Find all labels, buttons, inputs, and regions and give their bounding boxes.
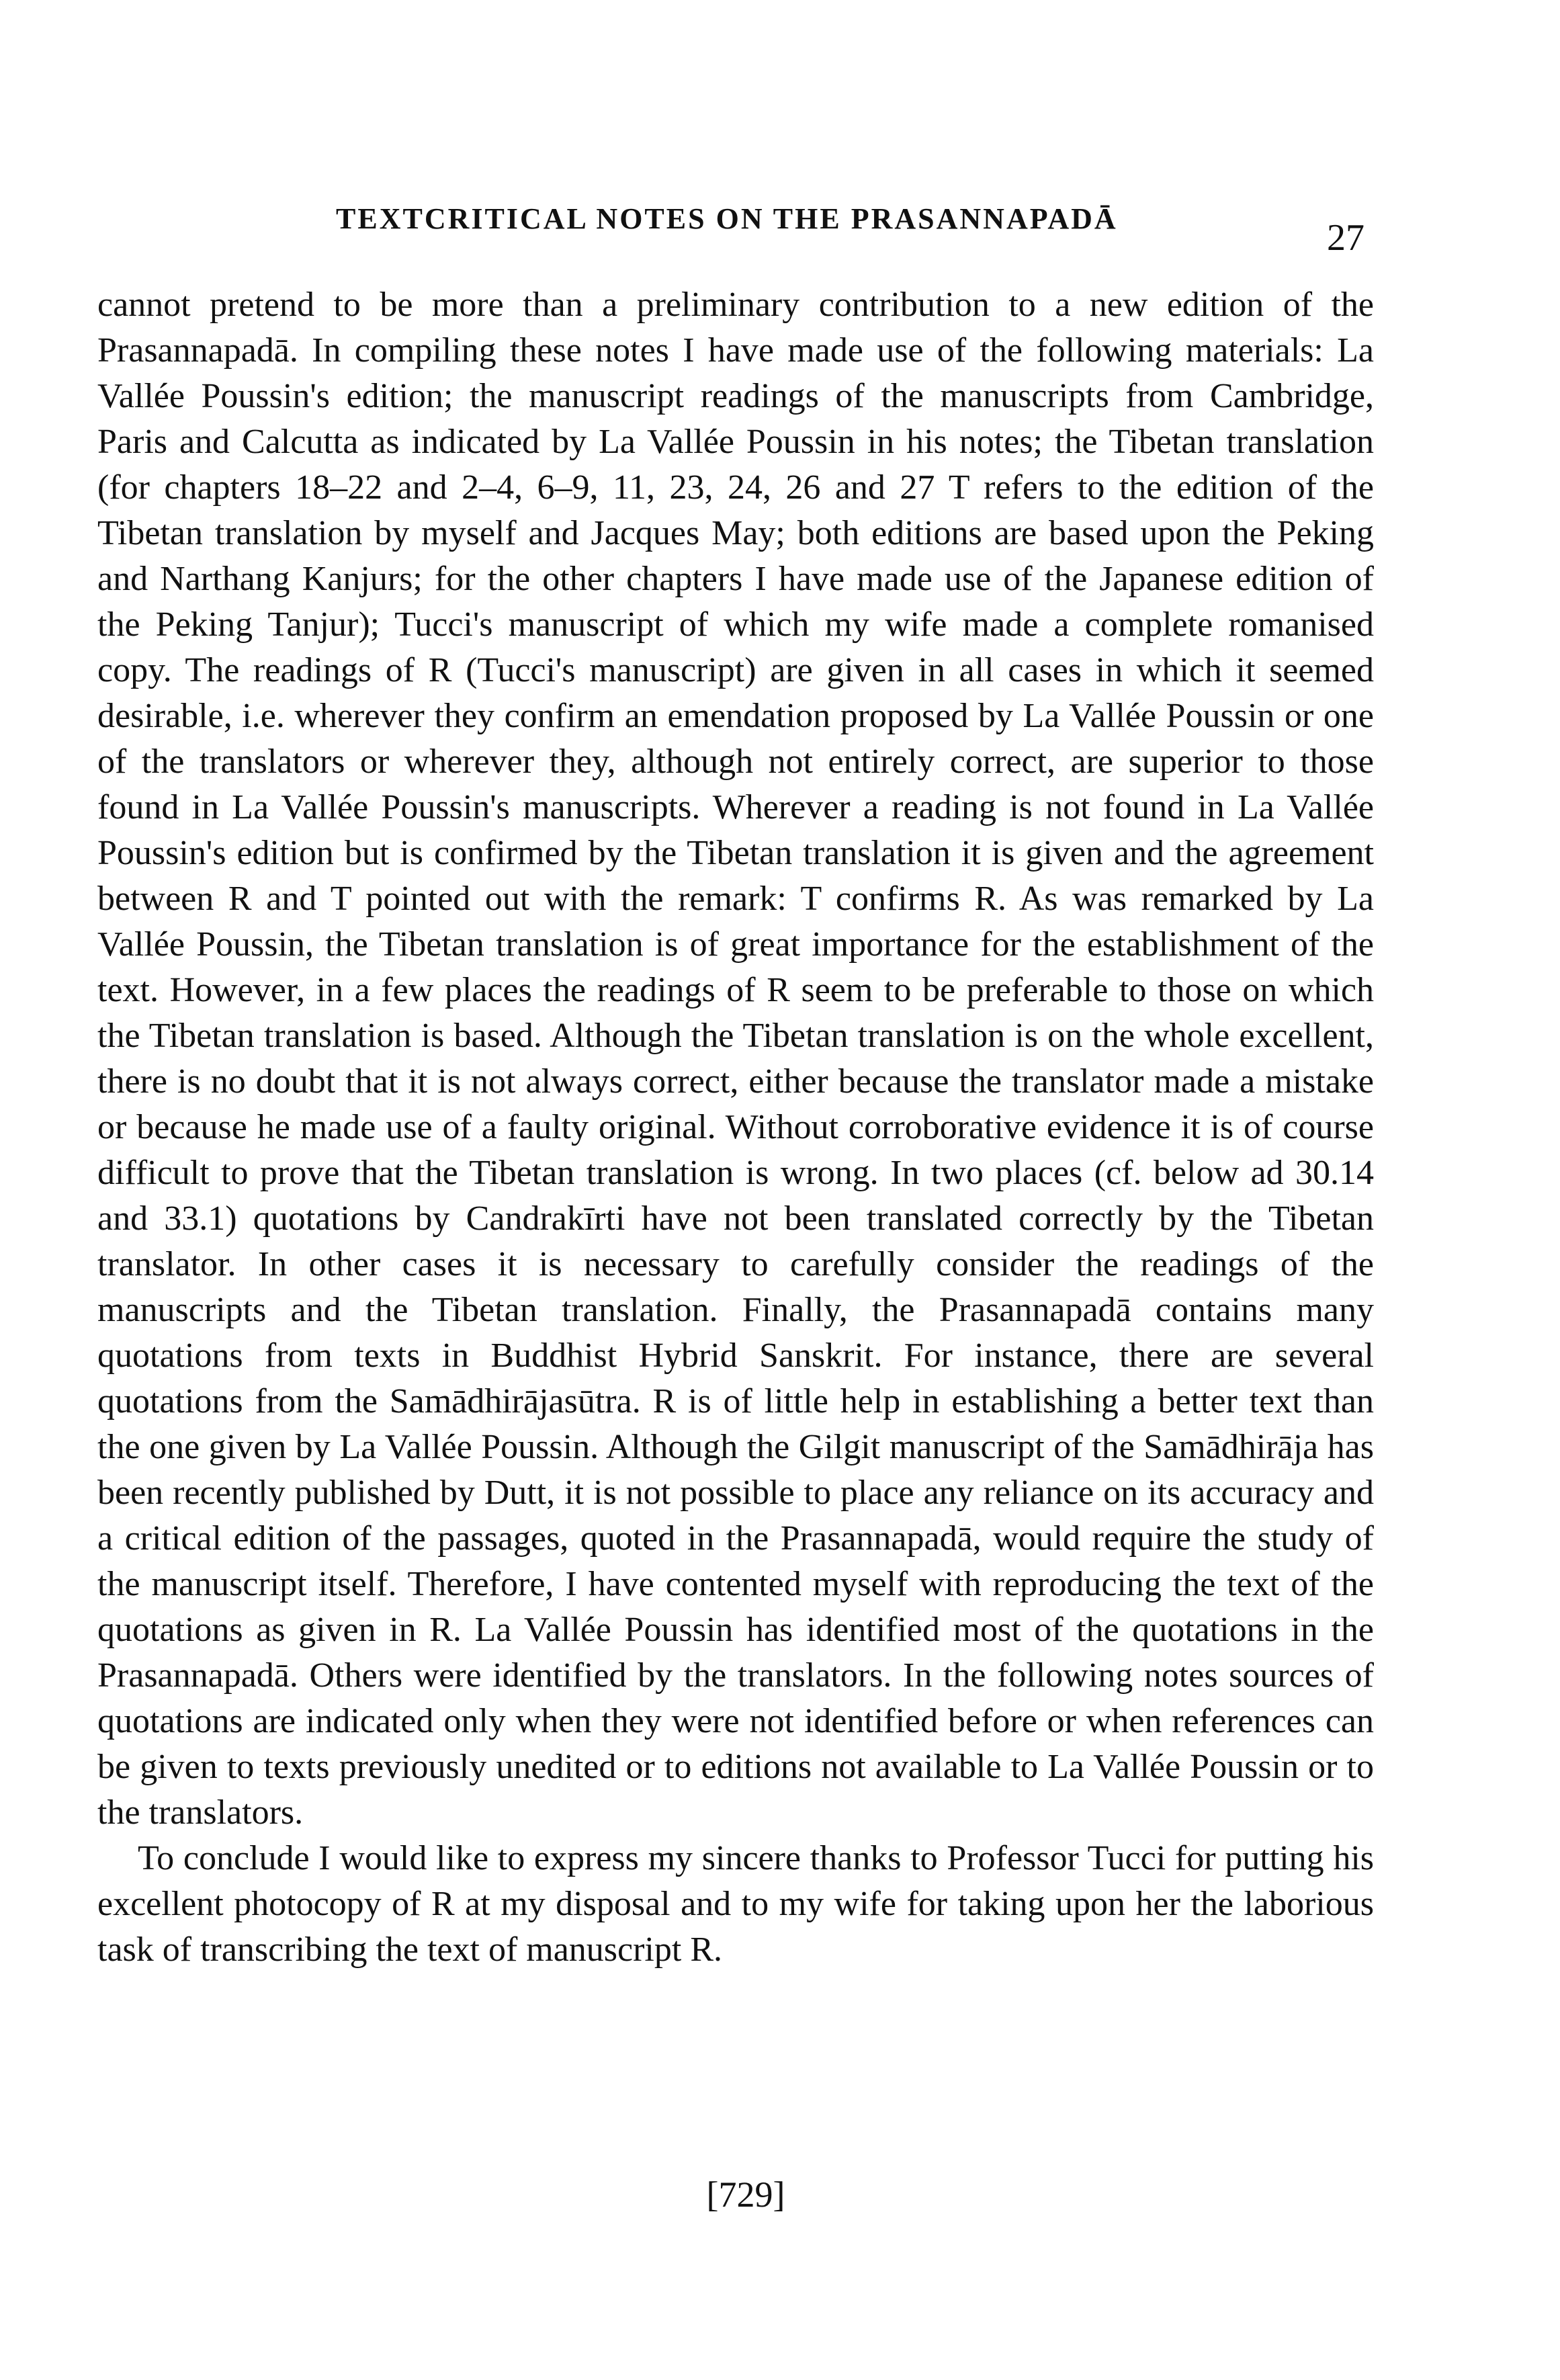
- paragraph-2: To conclude I would like to express my sincere thanks to Professor Tucci for putting his excellent photocopy of R at my disposal and to my wife for taking upon her the laborious task of transcribing the text of manuscript R.: [97, 1839, 1374, 1969]
- folio-number: [729]: [706, 2174, 785, 2215]
- paragraph-1: cannot pretend to be more than a preliminary contribution to a new edition of the Prasannapadā. In compiling these notes I have made use of the following materials: La Vallée Poussin's edition; the manuscript readings of the manuscripts from Cambridge, Paris and Calcutta as indicated by La Vallée Poussin in his notes; the Tibetan translation (for chapters 18–22 and 2–4, 6–9, 11, 23, 24, 26 and 27 T refers to the edition of the Tibetan translation by myself and Jacques May; both editions are based upon the Peking and Narthang Kanjurs; for the other chapters I have made use of the Japanese edition of the Peking Tanjur); Tucci's manuscript of which my wife made a complete romanised copy. The readings of R (Tucci's manuscript) are given in all cases in which it seemed desirable, i.e. wherever they confirm an emendation proposed by La Vallée Poussin or one of the translators or wherever they, although not entirely correct, are superior to those found in La Vallée Poussin's manuscripts. Wherever a reading is not found in La Vallée Poussin's edition but is confirmed by the Tibetan translation it is given and the agreement between R and T pointed out with the remark: T confirms R. As was remarked by La Vallée Poussin, the Tibetan translation is of great importance for the establishment of the text. However, in a few places the readings of R seem to be preferable to those on which the Tibetan translation is based. Although the Tibetan translation is on the whole excellent, there is no doubt that it is not always correct, either because the translator made a mistake or because he made use of a faulty original. Without corroborative evidence it is of course difficult to prove that the Tibetan translation is wrong. In two places (cf. below ad 30.14 and 33.1) quotations by Candrakīrti have not been translated correctly by the Tibetan translator. In other cases it is necessary to carefully consider the readings of the manuscripts and the Tibetan translation. Finally, the Prasannapadā contains many quotations from texts in Buddhist Hybrid Sanskrit. For instance, there are several quotations from the Samādhirājasūtra. R is of little help in establishing a better text than the one given by La Vallée Poussin. Although the Gilgit manuscript of the Samādhirāja has been recently published by Dutt, it is not possible to place any reliance on its accuracy and a critical edition of the passages, quoted in the Prasannapadā, would require the study of the manuscript itself. Therefore, I have contented myself with reproducing the text of the quotations as given in R. La Vallée Poussin has identified most of the quotations in the Prasannapadā. Others were identified by the translators. In the following notes sources of quotations are indicated only when they were not identified before or when references can be given to texts previously unedited or to editions not available to La Vallée Poussin or to the translators.: [97, 286, 1374, 1832]
- running-title: TEXTCRITICAL NOTES ON THE PRASANNAPADĀ: [336, 202, 1118, 235]
- page-number: 27: [1327, 217, 1364, 259]
- body-text: [97, 282, 1374, 1973]
